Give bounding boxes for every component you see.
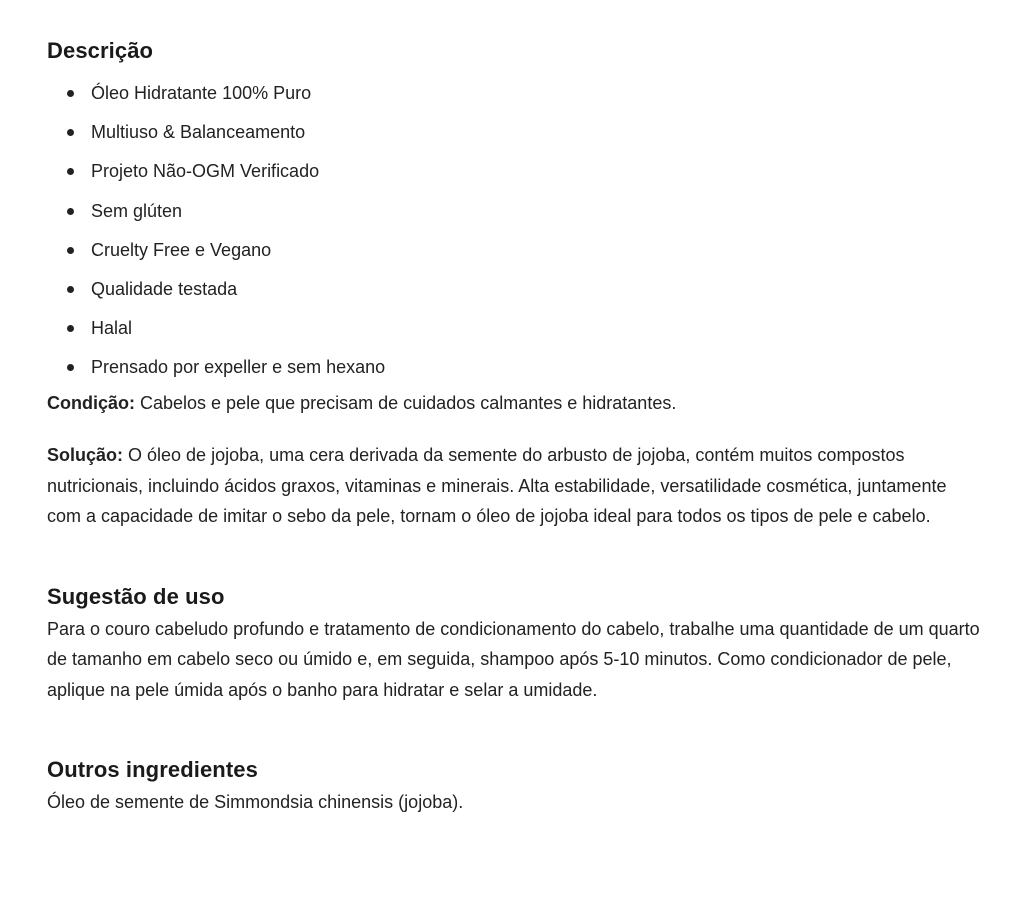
solution-label: Solução: xyxy=(47,445,124,465)
feature-item: Prensado por expeller e sem hexano xyxy=(67,348,984,387)
ingredients-section xyxy=(47,757,984,818)
feature-item: Qualidade testada xyxy=(67,270,984,309)
solution-text: O óleo de jojoba, uma cera derivada da semente do arbusto de jojoba, contém muitos compostos nutricionais, incluindo ácidos graxos, vitaminas e minerais. Alta estabilidade, versatilidade cosmética, juntamente com a capacidade de imitar o sebo da pele, tornam o óleo de jojoba ideal para todos os tipos de pele e cabelo. xyxy=(47,445,947,526)
feature-item: Cruelty Free e Vegano xyxy=(67,231,984,270)
solution-paragraph xyxy=(47,440,984,532)
condition-text: Cabelos e pele que precisam de cuidados calmantes e hidratantes. xyxy=(135,392,677,413)
feature-list xyxy=(47,74,984,388)
usage-section xyxy=(47,584,984,706)
feature-item: Projeto Não-OGM Verificado xyxy=(67,152,984,191)
description-section xyxy=(47,38,984,532)
feature-item: Halal xyxy=(67,309,984,348)
description-heading: Descrição xyxy=(47,38,154,63)
usage-heading: Sugestão de uso xyxy=(47,583,225,609)
ingredients-text: Óleo de semente de Simmondsia chinensis (jojoba). xyxy=(47,792,464,812)
ingredients-heading: Outros ingredientes xyxy=(47,757,258,782)
feature-item: Sem glúten xyxy=(67,192,984,231)
usage-text: Para o couro cabeludo profundo e tratamento de condicionamento do cabelo, trabalhe uma quantidade de um quarto de tamanho em cabelo seco ou úmido e, em seguida, shampoo após 5-10 minutos. Como condicionador de pele, aplique na pele úmida após o banho para hidratar e selar a umidade. xyxy=(47,618,980,700)
feature-item: Multiuso & Balanceamento xyxy=(67,113,984,152)
condition-label: Condição: xyxy=(47,392,135,413)
feature-item: Óleo Hidratante 100% Puro xyxy=(67,74,984,113)
condition-paragraph xyxy=(47,388,984,419)
